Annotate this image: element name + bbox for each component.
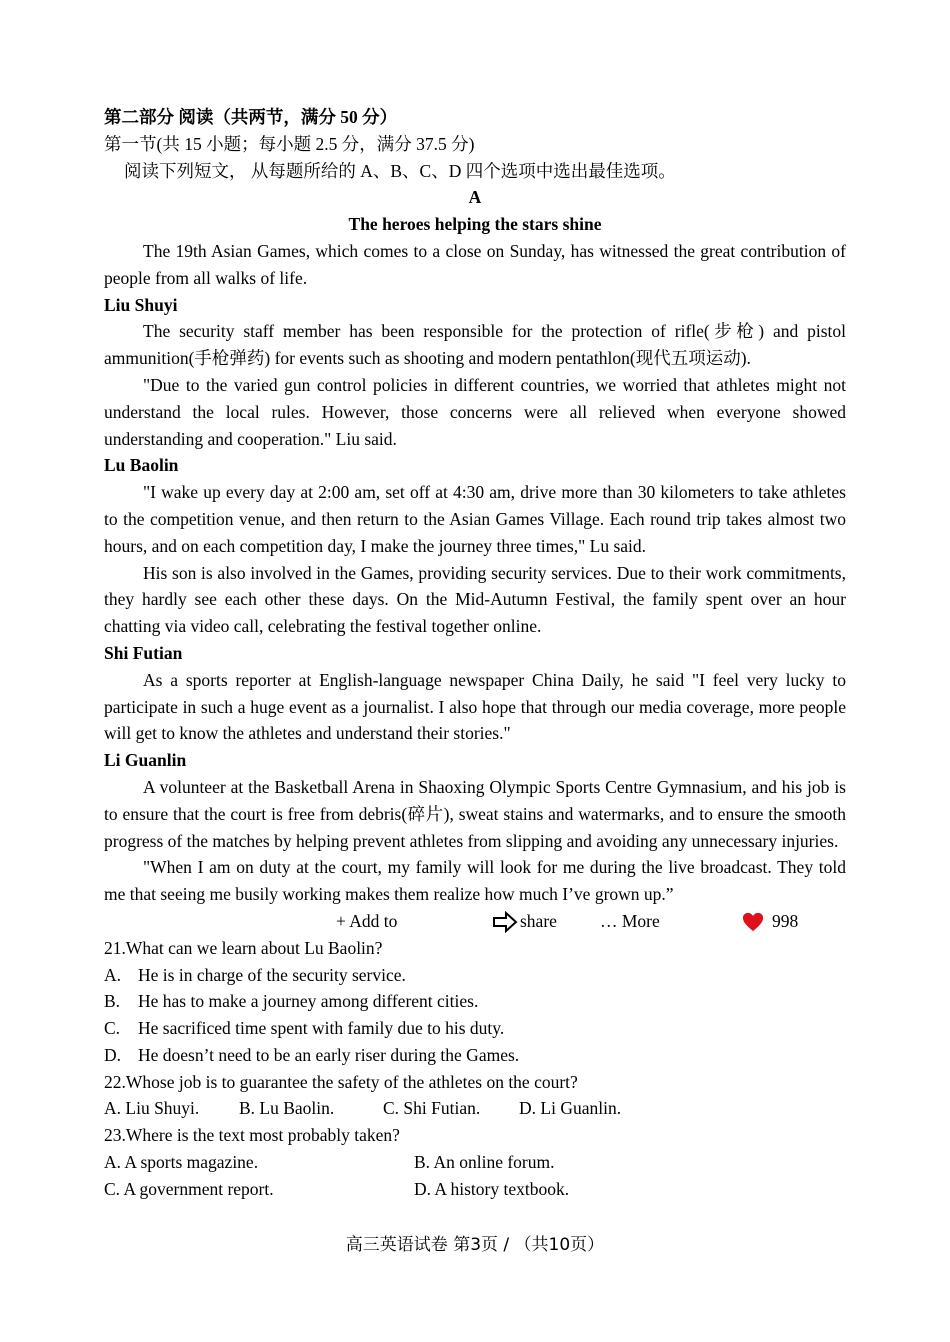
options-row [104,1095,846,1122]
option-letter: C. [104,1018,121,1039]
action-bar [104,908,846,935]
person-name: Shi Futian [104,642,183,663]
answer-option[interactable] [104,962,846,989]
passage-letter: A [468,187,482,208]
option-text: He is in charge of the security service. [138,964,406,985]
option-text: He sacrificed time spent with family due to his duty. [138,1018,505,1039]
person-paragraph: "I wake up every day at 2:00 am, set off at 4:30 am, drive more than 30 kilometers to take athletes to the competition venue, and then return to the Asian Games Village. Each round trip takes almost two hours, and on each competition day, I make the journey three times," Lu said. [104,482,846,556]
share-label: share [520,910,557,931]
answer-option[interactable] [104,988,846,1015]
person-paragraph: A volunteer at the Basketball Arena in Shaoxing Olympic Sports Centre Gymnasium, and his job is to ensure that the court is free from debris(碎片), sweat stains and watermarks, and to ensure the smooth progress of the matches by helping prevent athletes from slipping and avoiding any unnecessary injuries. [104,776,846,851]
option-letter: B. [104,991,121,1012]
answer-option[interactable]: A. Liu Shuyi. [104,1098,200,1119]
answer-option[interactable] [104,1042,846,1069]
share-button[interactable] [492,908,557,935]
exam-page [104,104,846,1203]
question-stem: 23.Where is the text most probably taken? [104,1125,400,1146]
add-to-button[interactable]: + Add to [336,910,398,931]
answer-option[interactable]: A. A sports magazine. [104,1152,259,1173]
question-stem: 21.What can we learn about Lu Baolin? [104,937,383,958]
answer-option[interactable]: D. A history textbook. [414,1178,570,1199]
section-instruction: 阅读下列短文， 从每题所给的 A、B、C、D 四个选项中选出最佳选项。 [124,160,676,181]
person-paragraph: As a sports reporter at English-language newspaper China Daily, he said "I feel very lucky to participate in such a huge event as a journalist. I also hope that through our media coverage, more people will get to know the athletes and understand their stories." [104,669,846,744]
person-name: Liu Shuyi [104,294,178,315]
options-row [104,1149,846,1176]
like-button[interactable] [742,908,798,935]
like-count: 998 [772,910,799,931]
answer-option[interactable]: B. An online forum. [414,1152,555,1173]
answer-option[interactable]: B. Lu Baolin. [239,1098,335,1119]
heart-icon [742,911,764,933]
person-paragraph: "When I am on duty at the court, my family will look for me during the live broadcast. They told me that seeing me busily working makes them realize how much I’ve grown up.” [104,857,846,905]
option-letter: D. [104,1044,122,1065]
answer-option[interactable]: C. Shi Futian. [383,1098,481,1119]
section-heading: 第二部分 阅读（共两节，满分 50 分） [104,107,398,127]
passage-intro: The 19th Asian Games, which comes to a close on Sunday, has witnessed the great contribution of people from all walks of life. [104,240,846,288]
person-name: Lu Baolin [104,455,179,476]
option-text: He doesn’t need to be an early riser during the Games. [138,1044,520,1065]
question-stem: 22.Whose job is to guarantee the safety of the athletes on the court? [104,1071,578,1092]
share-arrow-icon [492,911,518,933]
option-text: He has to make a journey among different cities. [138,991,479,1012]
person-paragraph: His son is also involved in the Games, providing security services. Due to their work commitments, they hardly see each other these days. On the Mid-Autumn Festival, the family spent over an hour chatting via video call, celebrating the festival together online. [104,562,846,637]
answer-option[interactable]: C. A government report. [104,1178,274,1199]
passage-title: The heroes helping the stars shine [348,214,602,235]
page-footer: 高三英语试卷 第3页 / （共10页） [345,1235,605,1255]
section-subheading: 第一节(共 15 小题；每小题 2.5 分，满分 37.5 分) [104,133,475,154]
answer-option[interactable]: D. Li Guanlin. [519,1098,622,1119]
person-paragraph: The security staff member has been responsible for the protection of rifle(步枪) and pistol ammunition(手枪弹药) for events such as shooting and modern pentathlon(现代五项运动). [104,321,846,369]
person-name: Li Guanlin [104,750,187,771]
more-button[interactable]: … More [600,910,660,931]
options-row [104,1176,846,1203]
answer-option[interactable] [104,1015,846,1042]
option-letter: A. [104,964,122,985]
person-paragraph: "Due to the varied gun control policies in different countries, we worried that athletes might not understand the local rules. However, those concerns were all relieved when everyone showed understanding and cooperation." Liu said. [104,374,846,449]
